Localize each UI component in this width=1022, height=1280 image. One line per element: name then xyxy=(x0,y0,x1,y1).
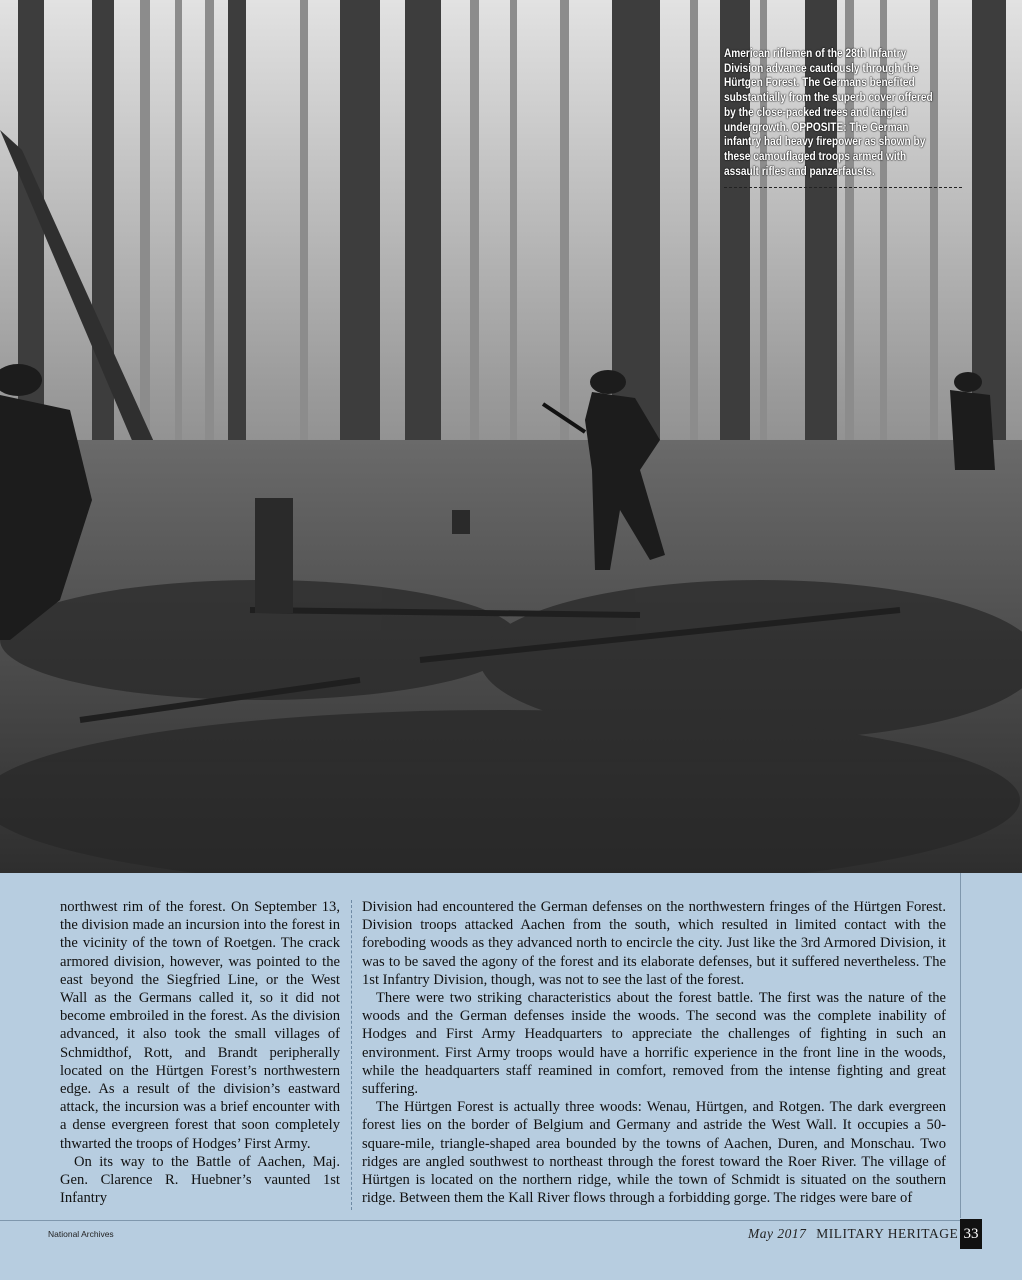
magazine-name: MILITARY HERITAGE xyxy=(816,1226,959,1241)
paragraph: On its way to the Battle of Aachen, Maj. Gen. Clarence R. Huebner’s vaunted 1st Infantry xyxy=(60,1153,340,1207)
paragraph: Division had encountered the German defenses on the northwestern fringes of the Hürtgen Forest. Division troops attacked Aachen from the south, which resulted in limited contact with the foreboding woods as they advanced north to encircle the city. Just like the 3rd Armored Division, it was to be saved the agony of the forest and its elaborate defenses, but it suffered nevertheless. The 1st Infantry Division, though, was not to see the last of the forest. xyxy=(362,899,946,988)
article-column-1 xyxy=(60,898,340,1207)
photo-caption: American riflemen of the 28th Infantry Division advance cautiously through the Hürtgen Forest. The Germans benefited substantially from the superb cover offered by the close-packed trees and tangled undergrowth. OPPOSITE: The German infantry had heavy firepower as shown by these camouflaged troops armed with assault rifles and panzerfausts. xyxy=(724,48,933,178)
paragraph: northwest rim of the forest. On September 13, the division made an incursion into the forest in the vicinity of the town of Roetgen. The crack armored division, however, was pointed to the east beyond the Siegfried Line, or the West Wall as the Germans called it, so it did not become embroiled in the forest. As the division advanced, it also took the small villages of Schmidthof, Rott, and Brandt peripherally located on the Hürtgen Forest’s northwestern edge. As a result of the division’s eastward attack, the incursion was a brief encounter with a dense evergreen forest that soon completely thwarted the troops of Hodges’ First Army. xyxy=(60,899,340,1152)
page-number: 33 xyxy=(960,1219,982,1249)
photo-credit: National Archives xyxy=(48,1229,114,1239)
column-divider xyxy=(351,900,352,1210)
side-rule xyxy=(960,873,961,1218)
issue-date: May 2017 xyxy=(748,1226,807,1241)
caption-rule xyxy=(724,187,962,188)
footer-rule xyxy=(0,1220,960,1221)
paragraph: There were two striking characteristics about the forest battle. The first was the nature of the woods and the German defenses inside the woods. The second was the complete inability of Hodges and First Army Headquarters to appreciate the challenges of fighting in such an environment. First Army troops would have a horrific experience in the front line in the woods, while the headquarters staff reamined in comfort, removed from the intense fighting and great suffering. xyxy=(362,990,946,1098)
article-column-2 xyxy=(362,898,946,1207)
folio xyxy=(748,1226,958,1242)
paragraph: The Hürtgen Forest is actually three woods: Wenau, Hürtgen, and Rotgen. The dark evergreen forest lies on the border of Belgium and Germany and astride the West Wall. It occupies a 50-square-mile, triangle-shaped area bounded by the towns of Aachen, Duren, and Monschau. Two ridges are angled southwest to northeast through the forest toward the Roer River. The village of Hürtgen is located on the northern ridge, while the town of Schmidt is situated on the southern ridge. Between them the Kall River flows through a forbidding gorge. The ridges were bare of xyxy=(362,1099,946,1207)
